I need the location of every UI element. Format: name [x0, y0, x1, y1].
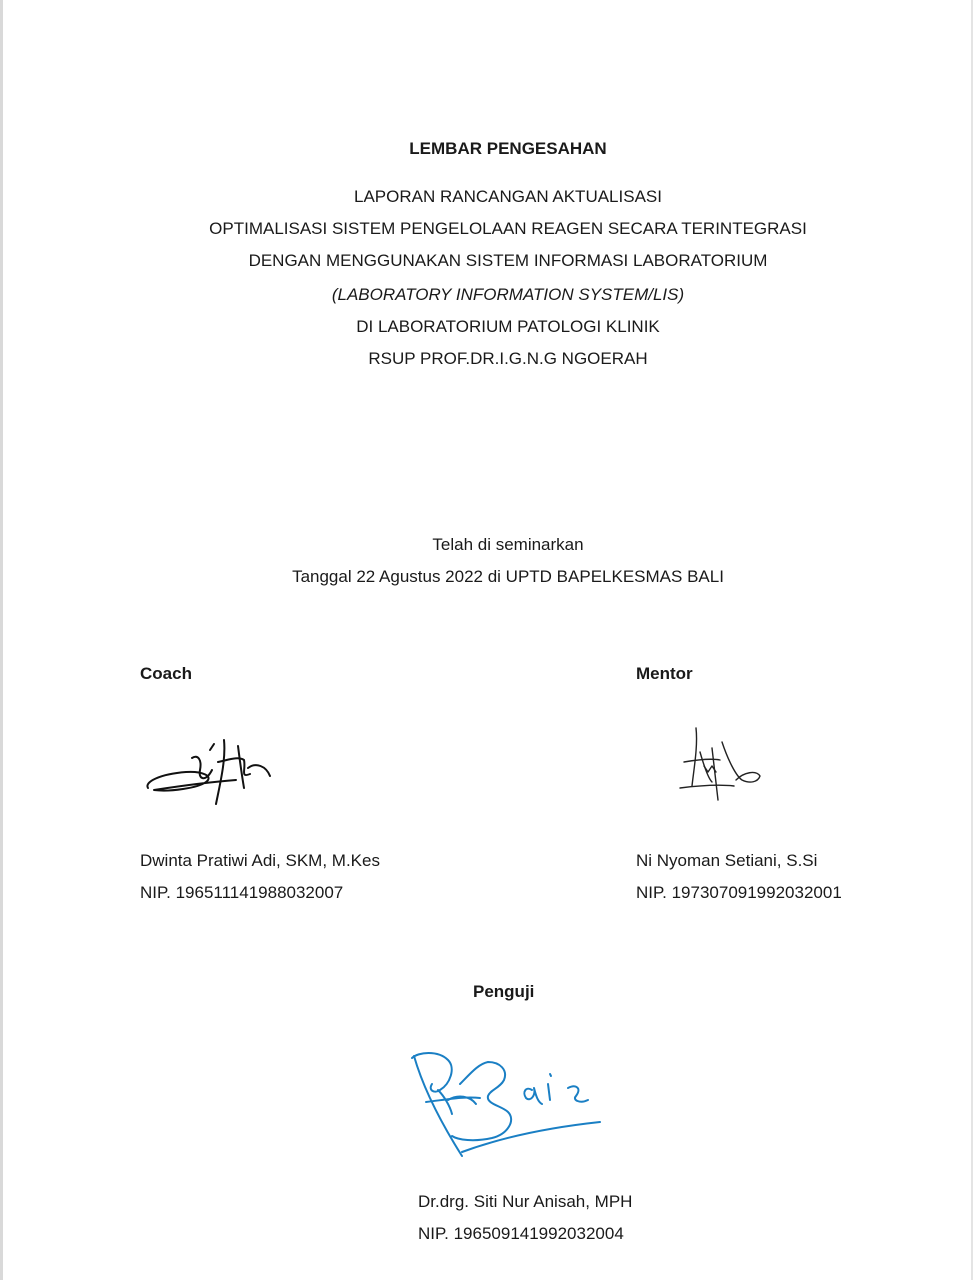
examiner-signature [404, 1044, 608, 1162]
examiner-role-label: Penguji [473, 982, 535, 1001]
seminar-line-1: Telah di seminarkan [432, 535, 584, 554]
document-heading: LEMBAR PENGESAHAN [409, 139, 607, 158]
title-line-5: DI LABORATORIUM PATOLOGI KLINIK [356, 317, 660, 336]
title-line-4: (LABORATORY INFORMATION SYSTEM/LIS) [331, 285, 685, 304]
mentor-name: Ni Nyoman Setiani, S.Si [636, 851, 818, 870]
coach-role-label: Coach [140, 664, 192, 683]
examiner-nip: NIP. 196509141992032004 [418, 1224, 624, 1243]
mentor-signature [676, 722, 766, 804]
title-line-3: DENGAN MENGGUNAKAN SISTEM INFORMASI LABORATORIUM [248, 251, 768, 270]
coach-name: Dwinta Pratiwi Adi, SKM, M.Kes [140, 851, 380, 870]
seminar-line-2: Tanggal 22 Agustus 2022 di UPTD BAPELKESMAS BALI [292, 567, 724, 586]
title-line-6: RSUP PROF.DR.I.G.N.G NGOERAH [368, 349, 648, 368]
coach-signature [140, 730, 280, 812]
mentor-nip: NIP. 197307091992032001 [636, 883, 842, 902]
examiner-name: Dr.drg. Siti Nur Anisah, MPH [418, 1192, 633, 1211]
title-line-1: LAPORAN RANCANGAN AKTUALISASI [354, 187, 662, 206]
title-line-2: OPTIMALISASI SISTEM PENGELOLAAN REAGEN SECARA TERINTEGRASI [209, 219, 807, 238]
coach-nip: NIP. 196511141988032007 [140, 883, 344, 902]
mentor-role-label: Mentor [636, 664, 693, 683]
